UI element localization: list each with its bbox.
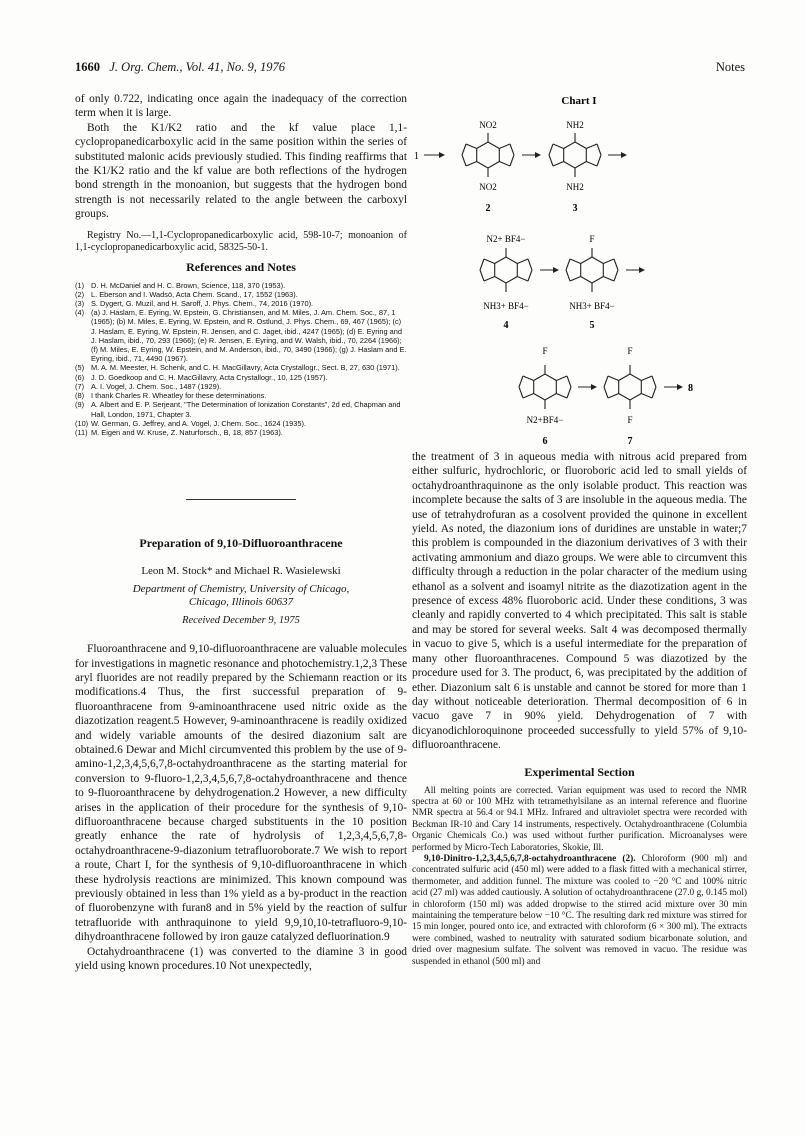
authors: Leon M. Stock* and Michael R. Wasielewski: [141, 565, 341, 578]
substituent-label: F: [627, 415, 633, 425]
substituent-label: F: [627, 346, 633, 356]
substituent-label: NO2: [479, 182, 497, 192]
reference-text: W. German, G. Jeffrey, and A. Vogel, J. Chem. Soc., 1624 (1935).: [91, 418, 306, 428]
reference-text: J. D. Goedkoop and C. H. MacGillavry, Acta Crystallogr., 10, 125 (1957).: [91, 372, 328, 382]
reference-item: [75, 373, 407, 382]
substituent-label: F: [589, 234, 595, 244]
reference-text: A. I. Vogel, J. Chem. Soc., 1487 (1929).: [91, 381, 222, 391]
substituent-label: NO2: [479, 120, 497, 130]
substituent-label: N2+BF4−: [526, 415, 564, 425]
experimental-heading: Experimental Section: [524, 764, 635, 779]
reference-text: A. Albert and E. P. Serjeant, "The Determination of Ionization Constants", 2d ed, Chapman and Hall, London, 1971, Chapter 3.: [91, 400, 401, 419]
reference-text: (a) J. Haslam, E. Eyring, W. Epstein, G. Christiansen, and M. Miles, J. Am. Chem. Soc., 87, 1 (1965); (b) M. Miles, E. Eyring, W. Epstein, and R. Ostlund, J. Phys. Chem., 69, 467 (1965); (c) J. Haslam, E. Eyring, W. Epstein, R. Jensen, and C. Jaget, ibid., 4247 (1965); (d) E. Eyring and J. Haslam, ibid., 70, 293 (1966); (e) R. Jensen, E. Eyring, and W. Walsh, ibid., 70, 2264 (1966); (f) M. Miles, E. Eyring, W. Epstein, and M. Anderson, ibid., 70, 3490 (1966); (g) J. Haslam and E. Eyring, ibid., 71, 4490 (1967).: [91, 308, 407, 364]
reference-number: (11): [75, 427, 88, 437]
affiliation: Department of Chemistry, University of Chicago, Chicago, Illinois 60637: [132, 583, 350, 609]
reaction-scheme: [412, 92, 747, 447]
reference-item: [75, 419, 407, 428]
paragraph: 9,10-Dinitro-1,2,3,4,5,6,7,8-octahydroanthracene (2). Chloroform (900 ml) and concentrated sulfuric acid (450 ml) were added to a flask fitted with a mechanical stirrer, thermometer, and addition funnel. The mixture was cooled to −20 °C and 100% nitric acid (27 ml) was added cautiously. A solution of octahydroanthracene (27.0 g, 0.145 mol) in chloroform (150 ml) was added dropwise to the stirred acid mixture over 30 min maintaining the temperature below −10 °C. The resulting dark red mixture was stirred for 15 min longer, poured onto ice, and extracted with chloroform (6 × 300 ml). The extracts were combined, washed to neutrality with saturated sodium bicarbonate solution, and dried over magnesium sulfate. The solvent was removed in vacuo. The residue was suspended in ethanol (500 ml) and: [412, 853, 747, 967]
paragraph: the treatment of 3 in aqueous media with nitrous acid prepared from either sulfuric, hydrochloric, or fluoroboric acid led to small yields of octahydroanthraquinone as the only isolable product. This reaction was incomplete because the salts of 3 are insoluble in the aqueous media. The use of tetrahydrofuran as a cosolvent provided the quinone in excellent yield. As noted, the diazonium ions of duridines are unstable in water;7 this problem is compounded in the diazonium derivatives of 3 with their activating ammonium and diazo groups. We were able to circumvent this difficulty through a reduction in the polar character of the medium using ethanol as a solvent and isoamyl nitrite as the diazotization agent in the presence of excess 48% fluoroboric acid. Under these conditions, 3 was cleanly and rapidly converted to 4 which precipitated. This salt is stable and may be stored for several weeks. Salt 4 was decomposed thermally in vacuo to give 5, which is a useful intermediate for the preparation of many other fluoroanthracenes. Compound 5 was diazotized by the procedure used for 3. The product, 6, was precipitated by the addition of ether. Diazonium salt 6 is unstable and cannot be stored for more than 1 day without noticeable deterioration. Thermal decomposition of 6 in vacuo gave 7 in 90% yield. Dehydrogenation of 7 with dicyanodichloroquinone proceeded successfully to yield 57% of 9,10-difluoroanthracene.: [412, 451, 747, 752]
structure-5: [566, 248, 618, 292]
reference-number: (8): [75, 391, 85, 401]
substituent-label: F: [542, 346, 548, 356]
reference-text: L. Eberson and I. Wadsö, Acta Chem. Scand., 17, 1552 (1963).: [91, 289, 298, 299]
reference-number: (5): [75, 363, 85, 373]
left-column: [75, 92, 407, 973]
reference-text: I thank Charles R. Wheatley for these determinations.: [91, 391, 267, 401]
reference-number: (7): [75, 381, 85, 391]
reference-number: (9): [75, 400, 85, 410]
references-heading: References and Notes: [186, 259, 296, 274]
substituent-label: NH2: [566, 182, 584, 192]
reference-item: [75, 400, 407, 418]
structure-3: [549, 133, 601, 177]
journal-citation: J. Org. Chem., Vol. 41, No. 9, 1976: [109, 60, 285, 74]
page-header-left: [75, 60, 285, 75]
reference-number: (6): [75, 372, 85, 382]
reference-number: (2): [75, 289, 85, 299]
paragraph: of only 0.722, indicating once again the inadequacy of the correction term when it is large.: [75, 93, 407, 120]
reference-text: M. A. M. Meester, H. Schenk, and C. H. MacGillavry, Acta Crystallogr., Sect. B, 27, 630 (1971).: [91, 363, 400, 373]
compound-5-label: 5: [589, 320, 595, 331]
reference-number: (3): [75, 299, 85, 309]
article-title: Preparation of 9,10-Difluoroanthracene: [139, 536, 343, 551]
reference-text: S. Dygert, G. Muzil, and H. Saroff, J. Phys. Chem., 74, 2016 (1970).: [91, 299, 314, 309]
experimental-section: [412, 786, 747, 969]
reference-number: (1): [75, 280, 85, 290]
substituent-label: NH3+ BF4−: [483, 301, 529, 311]
chart-i: [412, 92, 747, 447]
reference-number: (10): [75, 418, 89, 428]
chart-title: Chart I: [561, 95, 597, 107]
compound-7-label: 7: [627, 436, 633, 447]
right-column: [412, 450, 747, 968]
received-date: Received December 9, 1975: [182, 615, 300, 627]
reference-item: [75, 391, 407, 400]
page-number: 1660: [75, 60, 100, 74]
reference-item: [75, 308, 407, 363]
references-list: [75, 281, 407, 437]
reference-item: [75, 299, 407, 308]
substituent-label: N2+ BF4−: [486, 234, 526, 244]
reference-text: D. H. McDaniel and H. C. Brown, Science, 118, 370 (1953).: [91, 280, 286, 290]
reference-text: M. Eigen and W. Kruse, Z. Naturforsch., B, 18, 857 (1963).: [91, 427, 283, 437]
reference-item: [75, 382, 407, 391]
reference-item: [75, 363, 407, 372]
structure-6: [519, 365, 571, 409]
paragraph: Octahydroanthracene (1) was converted to the diamine 3 in good yield using known procedures.10 Not unexpectedly,: [75, 945, 407, 973]
paragraph: Both the K1/K2 ratio and the kf value place 1,1-cyclopropanedicarboxylic acid in the same position within the series of substituted malonic acids previously studied. This finding reaffirms that the K1/K2 ratio and the kf value are both reflections of the hydrogen bond strength in the monoanion, but suggests that the hydrogen bond strength is not necessarily related to the angle between the carboxyl groups.: [75, 121, 407, 221]
paragraph: Fluoroanthracene and 9,10-difluoroanthracene are valuable molecules for investigations in magnetic resonance and photochemistry.1,2,3 These aryl fluorides are not readily prepared by the Schiemann reaction or its modifications.4 Thus, the first successful preparation of 9-fluoroanthracene from 9-aminoanthracene used nitric oxide as the diazotization reagent.5 However, 9-aminoanthracene is readily oxidized and widely variable amounts of the desired diazonium salt are obtained.6 Dewar and Michl circumvented this problem by the use of 9-amino-1,2,3,4,5,6,7,8-octahydroanthracene as the starting material for conversion to 9-fluoro-1,2,3,4,5,6,7,8-octahydroanthracene and thence to 9-fluoroanthracene by dehydrogenation.2 However, a new difficulty arises in the application of their procedure for the synthesis of 9,10-difluoroanthracene because charged substituents in the 10 position greatly enhance the rate of hydrolysis of 1,2,3,4,5,6,7,8-octahydroanthracene-9-diazonium tetrafluoroborate.7 We wish to report a route, Chart I, for the synthesis of 9,10-difluoroanthracene in which these hydrolysis reactions are minimized. This known compound was previously obtained in less than 1% yield as a by-product in the reaction of fluorobenzyne with furan8 and in 5% yield by the reaction of sulfur tetrafluoride with anthraquinone to yield 9,9,10,10-tetrafluoro-9,10-dihydroanthracene followed by iron gauze catalyzed defluorination.9: [75, 643, 407, 944]
structure-7: [604, 365, 656, 409]
structure-2: [462, 133, 514, 177]
reference-item: [75, 281, 407, 290]
compound-3-label: 3: [572, 203, 578, 214]
reference-item: [75, 428, 407, 437]
reference-item: [75, 290, 407, 299]
registry-numbers: Registry No.—1,1-Cyclopropanedicarboxylic acid, 598-10-7; monoanion of 1,1-cyclopropanedicarboxylic acid, 58325-50-1.: [75, 229, 407, 253]
paragraph: All melting points are corrected. Varian equipment was used to record the NMR spectra at 60 or 100 MHz with tetramethylsilane as an internal reference and fluorine NMR spectra at 56.4 or 94.1 MHz. Infrared and ultraviolet spectra were recorded with Beckman IR-10 and Cary 14 instruments, respectively. Octahydroanthracene (Columbia Organic Chemicals Co.) was used without further purification. Microanalyses were performed by Micro-Tech Laboratories, Skokie, Ill.: [412, 785, 747, 853]
substituent-label: NH3+ BF4−: [569, 301, 615, 311]
compound-8-label: 8: [688, 383, 693, 394]
section-label: Notes: [715, 60, 745, 74]
structure-4: [480, 248, 532, 292]
divider: [186, 499, 296, 500]
compound-heading: 9,10-Dinitro-1,2,3,4,5,6,7,8-octahydroanthracene (2).: [424, 853, 636, 864]
reference-number: (4): [75, 308, 85, 318]
substituent-label: NH2: [566, 120, 584, 130]
compound-1-label: 1: [414, 151, 419, 162]
compound-6-label: 6: [542, 436, 548, 447]
compound-4-label: 4: [503, 320, 509, 331]
compound-2-label: 2: [485, 203, 491, 214]
